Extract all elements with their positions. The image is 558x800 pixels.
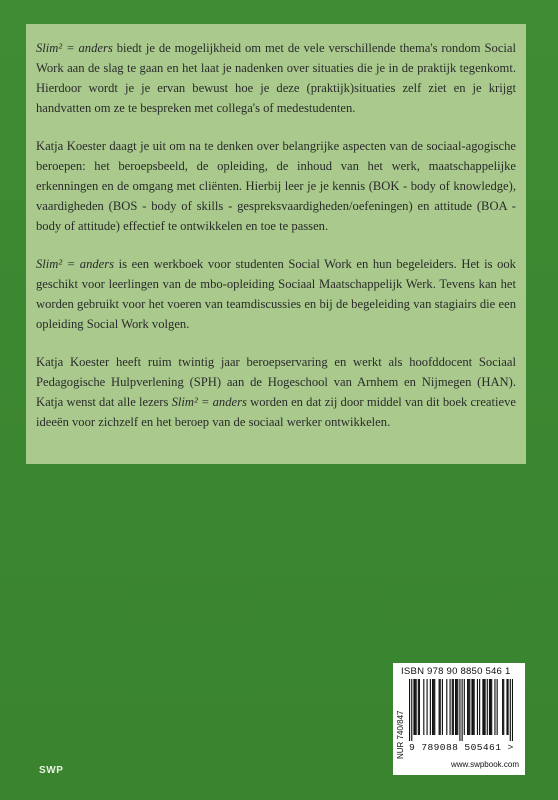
barcode-bar: [503, 679, 504, 735]
book-title-italic: Slim² = anders: [36, 41, 113, 55]
barcode-bar: [477, 679, 478, 735]
barcode-bar: [430, 679, 431, 735]
barcode-bar: [467, 679, 468, 735]
blurb-panel: [26, 24, 526, 464]
barcode-bar: [487, 679, 488, 735]
barcode-bar: [464, 679, 465, 735]
barcode-bar: [459, 679, 460, 741]
barcode-bar: [457, 679, 458, 735]
barcode-bar: [419, 679, 420, 735]
barcode-bar: [510, 679, 511, 741]
barcode-bar: [414, 679, 415, 735]
barcode-bar: [512, 679, 513, 741]
barcode-bar: [456, 679, 457, 735]
barcode-bar: [433, 679, 434, 735]
barcode-bar: [427, 679, 428, 735]
publisher-url: www.swpbook.com: [450, 760, 519, 769]
barcode-bar: [452, 679, 453, 735]
barcode-bar: [485, 679, 486, 735]
book-title-italic: Slim² = anders: [171, 395, 247, 409]
barcode-bar: [502, 679, 503, 735]
barcode-bar: [416, 679, 417, 735]
blurb-paragraph: [36, 254, 516, 334]
barcode-bar: [432, 679, 433, 735]
barcode-bar: [455, 679, 456, 735]
publisher-logo: SWP: [39, 765, 64, 776]
book-title-italic: Slim² = anders: [36, 257, 115, 271]
barcode-bar: [474, 679, 475, 735]
barcode-bar: [446, 679, 447, 735]
barcode-bar: [483, 679, 484, 735]
barcode-bar: [439, 679, 440, 735]
blurb-paragraph: [36, 38, 516, 118]
barcode-bar: [423, 679, 424, 735]
blurb-paragraph: [36, 352, 516, 432]
ean-barcode: [409, 679, 513, 741]
barcode-bar: [471, 679, 472, 735]
barcode-bar: [479, 679, 480, 735]
barcode-bar: [411, 679, 412, 741]
barcode-bar: [472, 679, 473, 735]
barcode-bar: [413, 679, 414, 735]
barcode-digits: 9 789088 505461 >: [409, 742, 514, 753]
barcode-bar: [506, 679, 507, 735]
barcode-bar: [494, 679, 495, 735]
barcode-bar: [468, 679, 469, 735]
barcode-bar: [442, 679, 443, 735]
barcode-bar: [434, 679, 435, 735]
blurb-text: Katja Koester daagt je uit om na te denken over belangrijke aspecten van de sociaal-agogische beroepen: het beroepsbeeld, de opleiding, de inhoud van het werk, maatschappelijke erkenningen en de omgang met cliënten. Hierbij leer je je kennis (BOK - body of knowledge), vaardigheden (BOS - body of skills - gespreksvaardigheden/oefeningen) en attitude (BOA - body of attitude) effectief te ontwikkelen en toe te passen.: [36, 139, 516, 233]
barcode-bar: [418, 679, 419, 735]
barcode-bar: [409, 679, 410, 741]
barcode-bar: [489, 679, 490, 735]
barcode-bar: [453, 679, 454, 735]
barcode-bar: [508, 679, 509, 735]
blurb-text: biedt je de mogelijkheid om met de vele verschillende thema's rondom Social Work aan de slag te gaan en het laat je nadenken over situaties die je in de praktijk tegenkomt. Hierdoor wordt je je ervan bewust hoe je deze (praktijk)situaties zelf ziet en je krijgt handvatten om ze te bespreken met collega's of medestudenten.: [36, 41, 517, 115]
blurb-text: Katja Koester heeft ruim twintig jaar beroepservaring en werkt als hoofddocent Sociaal Pedagogische Hulpverlening (SPH) aan de Hogeschool van Arnhem en Nijmegen (HAN). Katja wenst dat alle lezers: [36, 355, 516, 409]
barcode-bar: [450, 679, 451, 735]
nur-code: NUR 740/847: [396, 710, 405, 759]
barcode-bar: [462, 679, 463, 741]
barcode-bar: [490, 679, 491, 735]
barcode-bar: [440, 679, 441, 735]
blurb-text: worden en dat zij door middel van dit boek creatieve ideeën voor zichzelf en het beroep van de sociaal werker ontwikkelen.: [36, 395, 516, 429]
blurb-text: is een werkboek voor studenten Social Work en hun begeleiders. Het is ook geschikt voor leerlingen van de mbo-opleiding Sociaal Maatschappelijk Werk. Tevens kan het worden gebruikt voor het voeren van teamdiscussies en bij de begeleiding van stagiairs die een opleiding Social Work volgen.: [36, 257, 516, 331]
barcode-bar: [497, 679, 498, 735]
barcode-bar: [491, 679, 492, 735]
barcode-bar: [469, 679, 470, 735]
isbn-number: ISBN 978 90 8850 546 1: [401, 666, 511, 677]
barcode-bar: [482, 679, 483, 735]
barcode-label: [393, 663, 525, 775]
blurb-paragraph: [36, 136, 516, 236]
